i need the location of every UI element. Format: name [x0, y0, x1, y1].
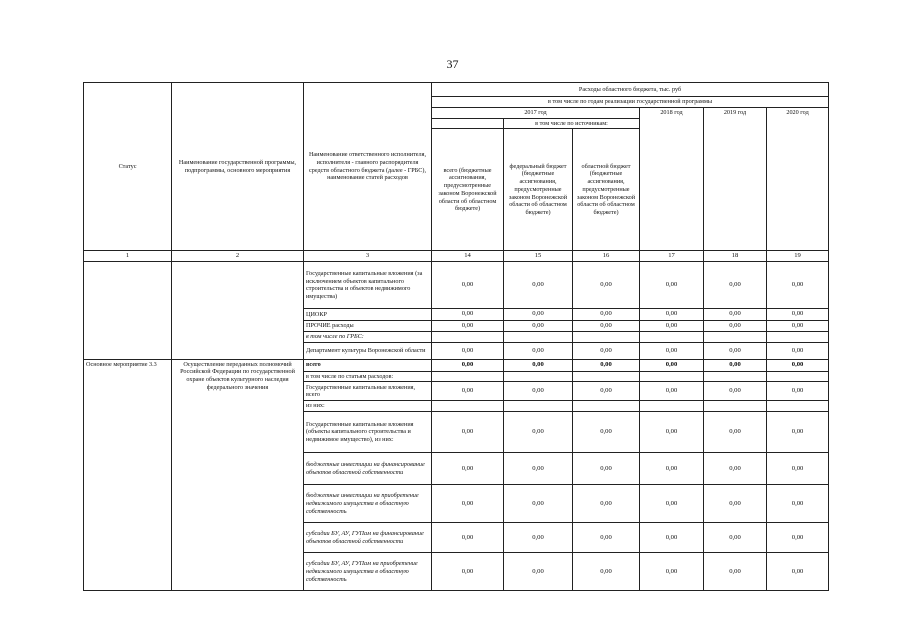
- value-cell: 0,00: [640, 485, 704, 523]
- value-cell: 0,00: [640, 382, 704, 401]
- row-label: ПРОЧИЕ расходы: [304, 320, 432, 331]
- value-cell: 0,00: [504, 453, 573, 485]
- value-cell: 0,00: [704, 382, 767, 401]
- value-cell: 0,00: [432, 382, 504, 401]
- value-cell: 0,00: [767, 342, 829, 359]
- value-cell: 0,00: [432, 412, 504, 453]
- program-name-header: Наименование государственной программы, подпрограммы, основного мероприятия: [172, 83, 304, 251]
- federal-budget-header: федеральный бюджет (бюджетные ассигнования, предусмотренные законом Воронежской области об областном бюджете): [504, 129, 573, 251]
- value-cell: 0,00: [640, 309, 704, 320]
- value-cell: 0,00: [432, 359, 504, 371]
- row-label: из них:: [304, 401, 432, 412]
- value-cell: 0,00: [504, 320, 573, 331]
- column-number: 17: [640, 251, 704, 262]
- table-row: [84, 359, 829, 371]
- value-cell: 0,00: [767, 523, 829, 553]
- value-cell: 0,00: [504, 412, 573, 453]
- value-cell: 0,00: [504, 262, 573, 309]
- value-cell: 0,00: [767, 485, 829, 523]
- value-cell: 0,00: [704, 342, 767, 359]
- value-cell: 0,00: [704, 523, 767, 553]
- value-cell: 0,00: [504, 342, 573, 359]
- value-cell: 0,00: [767, 320, 829, 331]
- row-label: ЦИОКР: [304, 309, 432, 320]
- value-cell: 0,00: [704, 320, 767, 331]
- value-cell: 0,00: [573, 412, 640, 453]
- value-cell: 0,00: [432, 485, 504, 523]
- value-cell: 0,00: [504, 382, 573, 401]
- value-cell: 0,00: [704, 485, 767, 523]
- row-label: в том числе по ГРБС:: [304, 331, 432, 342]
- row-label: субсидии БУ, АУ, ГУПам на финансирование объектов областной собственности: [304, 523, 432, 553]
- row-label: всего: [304, 359, 432, 371]
- column-number: 3: [304, 251, 432, 262]
- value-cell: 0,00: [432, 342, 504, 359]
- by-sources-header: в том числе по источникам:: [504, 118, 640, 129]
- value-cell: 0,00: [432, 523, 504, 553]
- value-cell: 0,00: [704, 453, 767, 485]
- column-number: 16: [573, 251, 640, 262]
- value-cell: 0,00: [573, 523, 640, 553]
- column-number: 18: [704, 251, 767, 262]
- value-cell: 0,00: [767, 553, 829, 591]
- page-number: 37: [446, 57, 459, 71]
- value-cell: 0,00: [640, 320, 704, 331]
- value-cell: 0,00: [767, 359, 829, 371]
- value-cell: 0,00: [504, 485, 573, 523]
- value-cell: 0,00: [504, 553, 573, 591]
- value-cell: 0,00: [704, 412, 767, 453]
- value-cell: 0,00: [640, 523, 704, 553]
- value-cell: 0,00: [432, 453, 504, 485]
- year-2019-header: 2019 год: [704, 107, 767, 251]
- table-row: [84, 262, 829, 309]
- value-cell: 0,00: [573, 342, 640, 359]
- column-number-row: [84, 251, 829, 262]
- value-cell: 0,00: [704, 553, 767, 591]
- value-cell: 0,00: [704, 262, 767, 309]
- total-allocations-header: всего (бюджетные ассигнования, предусмотренные законом Воронежской области об областном бюджете): [432, 129, 504, 251]
- budget-table: [83, 82, 829, 591]
- value-cell: 0,00: [573, 359, 640, 371]
- column-number: 14: [432, 251, 504, 262]
- status-header: Статус: [84, 83, 172, 251]
- column-number: 2: [172, 251, 304, 262]
- row-label: Государственные капитальные вложения (объекты капитального строительства и недвижимое имущество), из них:: [304, 412, 432, 453]
- row-label: бюджетные инвестиции на приобретение недвижимого имущества в областную собственность: [304, 485, 432, 523]
- executor-header: Наименование ответственного исполнителя, исполнителя - главного распорядителя средств областного бюджета (далее - ГРБС), наименование статей расходов: [304, 83, 432, 251]
- value-cell: 0,00: [573, 485, 640, 523]
- value-cell: 0,00: [640, 453, 704, 485]
- value-cell: 0,00: [573, 309, 640, 320]
- column-number: 1: [84, 251, 172, 262]
- value-cell: 0,00: [704, 359, 767, 371]
- value-cell: 0,00: [704, 309, 767, 320]
- by-years-header: в том числе по годам реализации государственной программы: [432, 97, 829, 108]
- value-cell: 0,00: [432, 553, 504, 591]
- value-cell: 0,00: [573, 320, 640, 331]
- row-label: субсидии БУ, АУ, ГУПам на приобретение недвижимого имущества в областную собственность: [304, 553, 432, 591]
- row-label: Департамент культуры Воронежской области: [304, 342, 432, 359]
- value-cell: 0,00: [504, 309, 573, 320]
- value-cell: 0,00: [767, 412, 829, 453]
- value-cell: 0,00: [573, 262, 640, 309]
- measure-name: Осуществление переданных полномочий Российской Федерации по государственной охране объектов культурного наследия федерального значения: [172, 359, 304, 591]
- measure-status: Основное мероприятие 3.3: [84, 359, 172, 591]
- value-cell: 0,00: [573, 553, 640, 591]
- regional-budget-header: областной бюджет (бюджетные ассигнования, предусмотренные законом Воронежской области об областном бюджете): [573, 129, 640, 251]
- value-cell: 0,00: [767, 309, 829, 320]
- value-cell: 0,00: [640, 553, 704, 591]
- row-label: Государственные капитальные вложения (за исключением объектов капитального строительства и объектов недвижимого имущества): [304, 262, 432, 309]
- column-number: 19: [767, 251, 829, 262]
- column-number: 15: [504, 251, 573, 262]
- value-cell: 0,00: [640, 359, 704, 371]
- value-cell: 0,00: [432, 320, 504, 331]
- value-cell: 0,00: [640, 342, 704, 359]
- value-cell: 0,00: [640, 262, 704, 309]
- value-cell: 0,00: [640, 412, 704, 453]
- value-cell: 0,00: [432, 309, 504, 320]
- row-label: Государственные капитальные вложения, всего: [304, 382, 432, 401]
- row-label: в том числе по статьям расходов:: [304, 371, 432, 382]
- value-cell: 0,00: [767, 453, 829, 485]
- value-cell: 0,00: [432, 262, 504, 309]
- year-2018-header: 2018 год: [640, 107, 704, 251]
- budget-expenses-header: Расходы областного бюджета, тыс. руб: [432, 83, 829, 97]
- value-cell: 0,00: [767, 262, 829, 309]
- value-cell: 0,00: [573, 382, 640, 401]
- year-2020-header: 2020 год: [767, 107, 829, 251]
- value-cell: 0,00: [573, 453, 640, 485]
- value-cell: 0,00: [504, 359, 573, 371]
- row-label: бюджетные инвестиции на финансирование объектов областной собственности: [304, 453, 432, 485]
- value-cell: 0,00: [767, 382, 829, 401]
- value-cell: 0,00: [504, 523, 573, 553]
- year-2017-header: 2017 год: [432, 107, 640, 118]
